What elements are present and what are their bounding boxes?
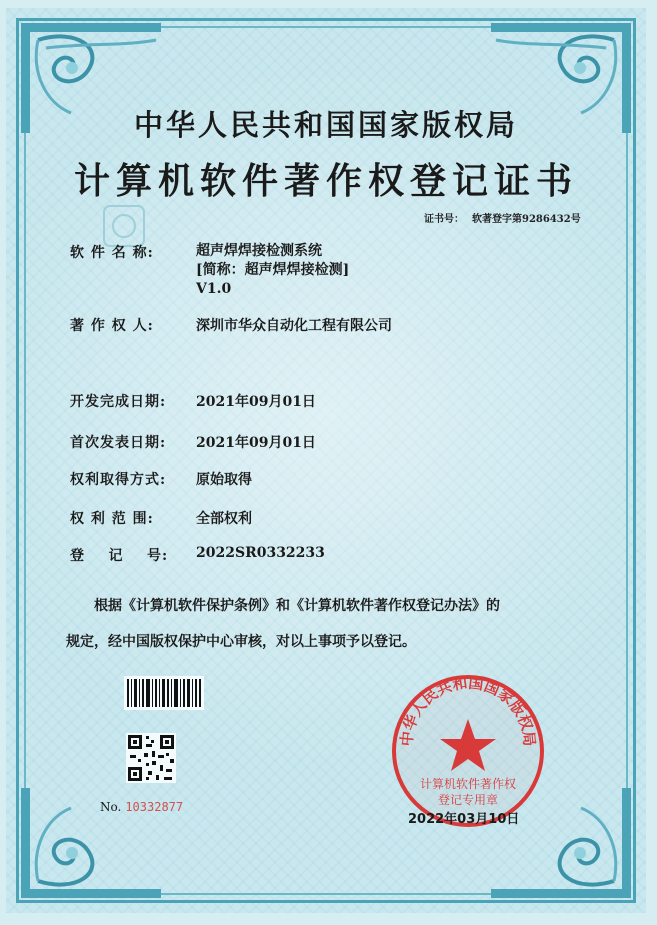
acquisition-method-label: 权利取得方式: bbox=[70, 472, 167, 488]
serial-number bbox=[100, 800, 183, 814]
copyright-owner-value: 深圳市华众自动化工程有限公司 bbox=[196, 318, 392, 334]
completion-date-value: 2021年09月01日 bbox=[196, 394, 316, 410]
copyright-owner-label: 著 作 权 人: bbox=[70, 318, 154, 334]
qr-code-icon bbox=[126, 733, 176, 783]
acquisition-method-value: 原始取得 bbox=[196, 472, 252, 488]
completion-date-label: 开发完成日期: bbox=[70, 394, 167, 410]
registration-number-label: 登 记 号: bbox=[70, 548, 169, 564]
certificate-number-value: 软著登字第9286432号 bbox=[472, 214, 581, 225]
scope-of-rights-value: 全部权利 bbox=[196, 511, 252, 527]
software-version-line: V1.0 bbox=[196, 281, 232, 297]
issuer-name: 中华人民共和国国家版权局 bbox=[133, 108, 518, 142]
serial-number-value: 10332877 bbox=[125, 800, 184, 814]
software-name-label: 软 件 名 称: bbox=[70, 245, 154, 261]
certificate-title: 计算机软件著作权登记证书 bbox=[73, 160, 578, 202]
barcode-icon bbox=[124, 676, 204, 710]
certificate-number-label: 证书号： bbox=[424, 214, 464, 225]
official-seal-icon bbox=[390, 673, 546, 829]
software-short-name-line: [简称：超声焊焊接检测] bbox=[196, 262, 350, 278]
software-name-value bbox=[196, 242, 349, 299]
registration-number-value: 2022SR0332233 bbox=[196, 545, 325, 561]
statement-line-1: 根据《计算机软件保护条例》和《计算机软件著作权登记办法》的 bbox=[94, 598, 500, 614]
certificate bbox=[6, 8, 646, 913]
statement-line-2: 规定，经中国版权保护中心审核，对以上事项予以登记。 bbox=[66, 634, 416, 650]
seal-inner-line-1: 计算机软件著作权 bbox=[419, 777, 517, 791]
certificate-number bbox=[424, 210, 581, 225]
software-name-line: 超声焊焊接检测系统 bbox=[196, 243, 322, 259]
serial-prefix: No. bbox=[100, 800, 122, 814]
seal-date: 2022年03月10日 bbox=[408, 812, 520, 827]
first-publication-date-value: 2021年09月01日 bbox=[196, 435, 316, 451]
first-publication-date-label: 首次发表日期: bbox=[70, 435, 167, 451]
seal-inner-line-2: 登记专用章 bbox=[437, 793, 499, 807]
seal-ring-text: 中华人民共和国国家版权局 bbox=[397, 673, 539, 747]
scope-of-rights-label: 权 利 范 围: bbox=[70, 511, 154, 527]
